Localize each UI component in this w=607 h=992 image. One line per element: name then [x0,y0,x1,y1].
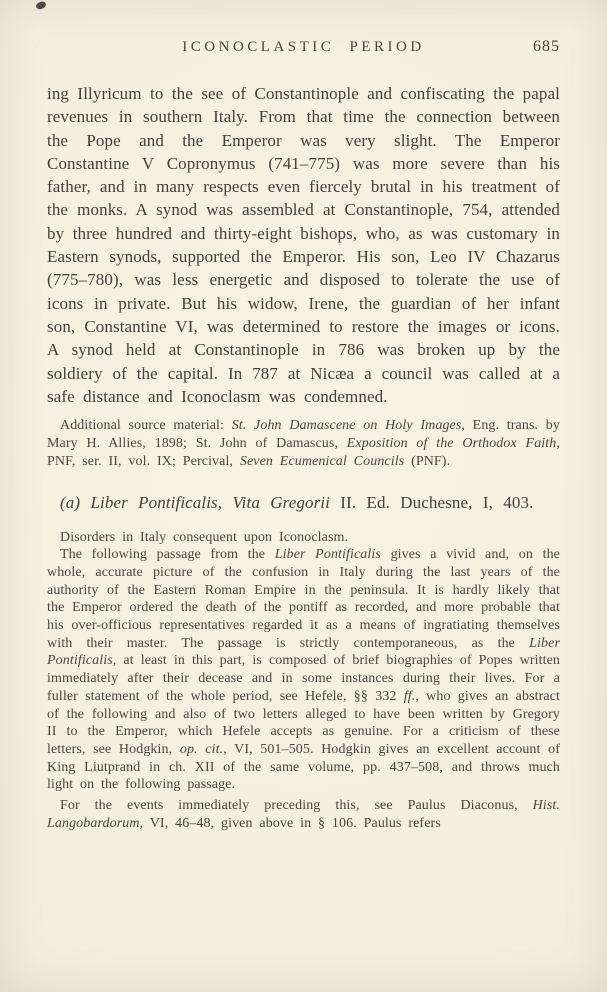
italic-text: Hist. Langobardorum [47,798,560,831]
roman-text: , VI, 501–505. Hodgkin gives an excellent account of King Liutprand in ch. XII of the same volume, pp. 437–508, and throws much light on the following passage. [47,742,560,793]
commentary-intro: Disorders in Italy consequent upon Iconoclasm. [60,529,349,545]
roman-text: Additional source material: [60,418,232,434]
roman-text: , PNF, ser. II, vol. IX; Percival, [47,435,560,469]
italic-text: St. John Damascene on Holy Images [231,418,462,434]
roman-text: (PNF). [404,453,451,469]
italic-text: op. cit. [179,742,224,757]
running-head: ICONOCLASTIC PERIOD [182,39,425,55]
page-header [0,0,607,60]
closing-paragraph [47,797,560,832]
section-heading [47,491,560,514]
italic-text: Seven Ecumenical Councils [239,453,405,469]
italic-text: Liber Pontificalis [274,547,381,563]
roman-text: , VI, 46–48, given above in § 106. Paulus refers [139,815,441,831]
roman-text: , Eng. trans. by Mary H. Allies, 1898; St. John of Damascus, [47,418,560,451]
roman-text: For the events immediately preceding this, see Paulus Diaconus, [60,798,533,814]
roman-text: The following passage from the [60,547,275,563]
commentary-paragraph [47,546,560,794]
page-body [0,60,607,833]
italic-text: Exposition of the Orthodox Faith [346,435,557,451]
italic-text: ff. [403,688,416,704]
roman-text: gives a vivid and, on the whole, accurate picture of the confusion in Italy during the last years of the authority of the Eastern Roman Empire in the peninsula. It is hardly likely that the Emperor ordered the death of the pontiff as recorded, and more probable that his over-officious representatives regarded it as a means of ingratiating themselves with their master. The passage is strictly contemporaneous, as the [47,547,560,651]
roman-text: , at least in this part, is composed of brief biographies of Popes written immediately after their decease and in some instances during their lives. For a fuller statement of the whole period, see Hefele, §§ 332 [47,653,560,704]
roman-text: , who gives an abstract of the following and also of two letters alleged to have been written by Gregory II to the Emperor, which Hefele accepts as genuine. For a criticism of these letters, see Hodgkin, [47,688,560,757]
main-paragraph: ing Illyricum to the see of Constantinople and confiscating the papal revenues in southern Italy. From that time the connection between the Pope and the Emperor was very slight. The Emperor Constantine V Copronymus (741–775) was more severe than his father, and in many respects even fiercely brutal in his treatment of the monks. A synod was assembled at Constantinople, 754, attended by three hundred and thirty-eight bishops, who, as was customary in Eastern synods, supported the Emperor. His son, Leo IV Chazarus (775–780), was less energetic and disposed to tolerate the use of icons in private. But his widow, Irene, the guardian of her infant son, Constantine VI, was determined to restore the images or icons. A synod held at Constantinople in 786 was broken up by the soldiery of the capital. In 787 at Nicæa a council was called at a safe distance and Iconoclasm was condemned. [47,84,560,406]
source-note [47,417,560,470]
italic-text: Liber Pontificalis [47,635,560,669]
italic-text: (a) [60,493,91,513]
roman-text: II. Ed. Duchesne, I, 403. [329,493,534,513]
page-number: 685 [533,38,560,55]
italic-text: Liber Pontificalis, Vita Gregorii [90,493,330,513]
